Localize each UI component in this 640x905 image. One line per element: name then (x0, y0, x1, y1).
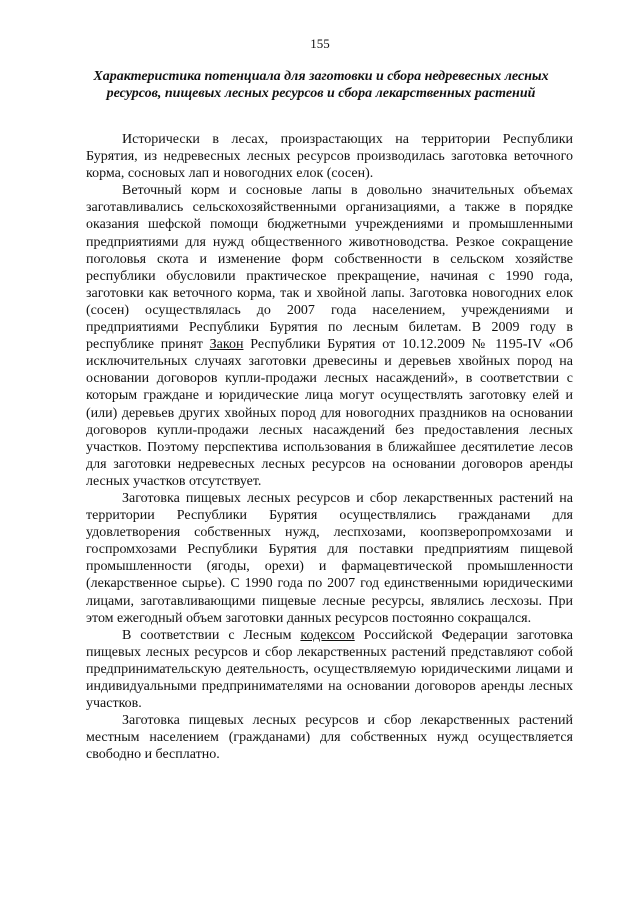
paragraph-4-text-start: В соответствии с Лесным (122, 627, 301, 643)
code-link[interactable]: кодексом (300, 627, 355, 643)
paragraph-2-text-end: Республики Бурятия от 10.12.2009 № 1195-IV «Об исключительных случаях заготовки древесины и деревьев хвойных пород на основании договоров купли-продажи лесных насаждений», в соответствии с которым граждане и юридические лица могут осуществлять заготовку елей и (или) деревьев других хвойных пород для новогодних праздников на основании договоров купли-продажи лесных насаждений без предоставления лесных участков. Поэтому перспектива использования в ближайшее десятилетие лесов для заготовки недревесных лесных ресурсов на основании договоров аренды лесных участков отсутствует. (86, 337, 573, 489)
page-number: 155 (310, 36, 330, 51)
paragraph-4 (86, 627, 573, 712)
paragraph-3: Заготовка пищевых лесных ресурсов и сбор лекарственных растений на территории Республики Бурятия осуществлялись гражданами для удовлетворения собственных нужд, леспхозами, коопзверопромхозами и госпромхозами Республики Бурятия для поставки предприятиям пищевой промышленности (ягоды, орехи) и фармацевтической промышленности (лекарственное сырье). С 1990 года по 2007 год единственными юридическими лицами, заготавливающими пищевые лесные ресурсы, являлись лесхозы. При этом ежегодный объем заготовки данных ресурсов постоянно сокращался. (86, 490, 573, 626)
paragraph-1: Исторически в лесах, произрастающих на территории Республики Бурятия, из недревесных лесных ресурсов производилась заготовка веточного корма, сосновых лап и новогодних елок (сосен). (86, 132, 573, 182)
law-link[interactable]: Закон (209, 337, 244, 353)
paragraph-2-text-start: Веточный корм и сосновые лапы в довольно значительных объемах заготавливались сельскохозяйственными организациями, а также в порядке оказания шефской помощи бюджетными учреждениями и промышленными предприятиями для нужд общественного животноводства. Резкое сокращение поголовья скота и изменение форм собственности в сельском хозяйстве республики обусловили практическое прекращение, начиная с 1990 года, заготовки как веточного корма, так и хвойной лапы. Заготовка новогодних елок (сосен) осуществлялась до 2007 года населением, учреждениями и предприятиями Республики Бурятия по лесным билетам. В 2009 году в республике принят (86, 183, 573, 353)
paragraph-2 (86, 182, 573, 490)
section-title: Характеристика потенциала для заготовки и сбора недревесных лесных ресурсов, пищевых лесных ресурсов и сбора лекарственных растений (93, 69, 549, 101)
paragraph-4-text-end: Российской Федерации заготовка пищевых лесных ресурсов и сбор лекарственных растений представляют собой предпринимательскую деятельность, осуществляемую юридическими лицами и индивидуальными предпринимателями на основании договоров аренды лесных участков. (86, 627, 573, 712)
body-text (86, 131, 573, 763)
paragraph-5: Заготовка пищевых лесных ресурсов и сбор лекарственных растений местным населением (гражданами) для собственных нужд осуществляется свободно и бесплатно. (86, 713, 573, 763)
